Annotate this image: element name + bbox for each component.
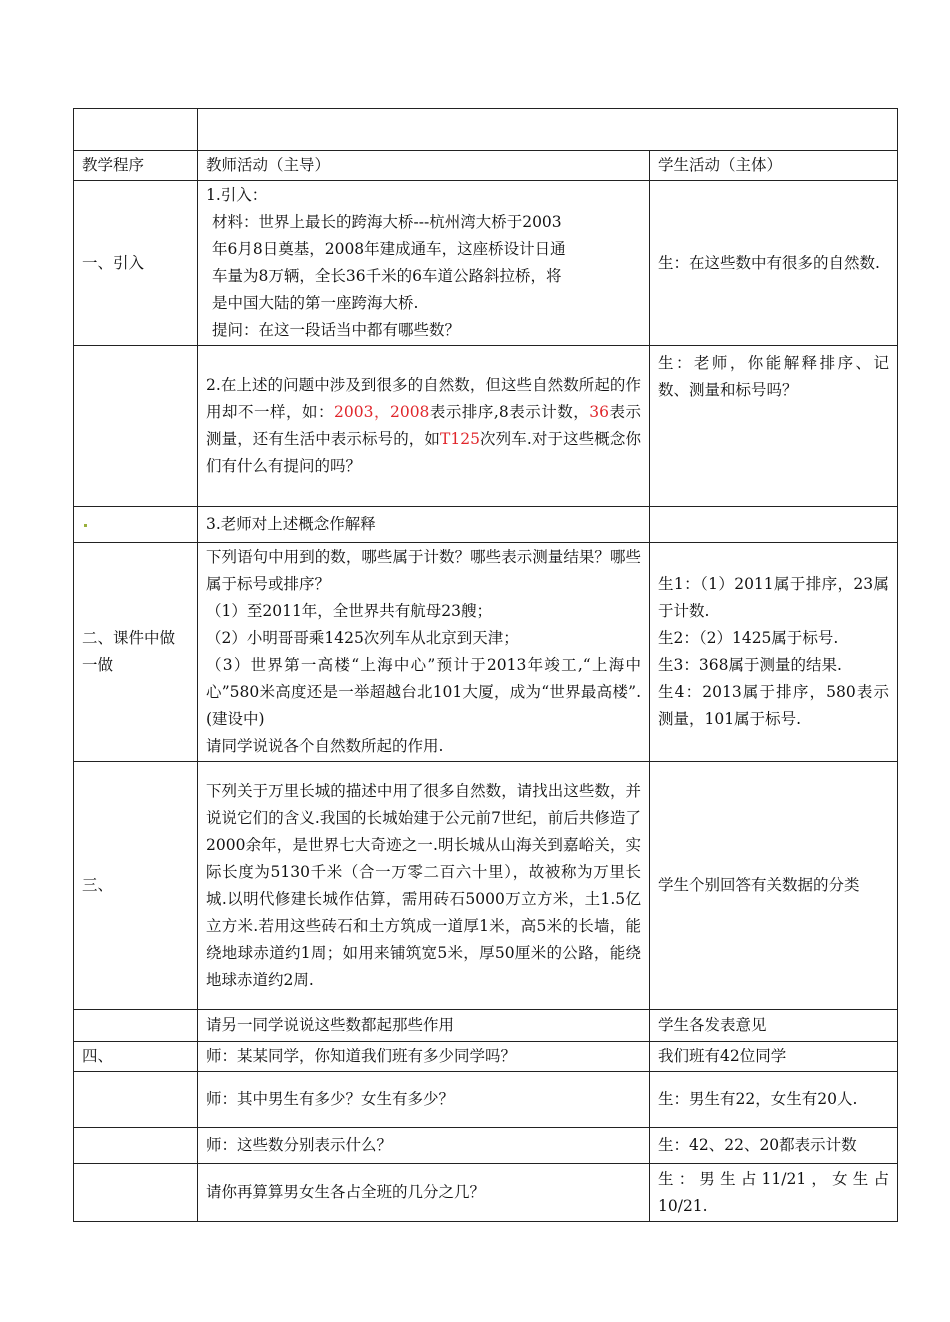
teacher-cell: 3.老师对上述概念作解释 (198, 507, 650, 543)
table-row (74, 181, 898, 346)
table-row (74, 1042, 898, 1072)
teacher-cell: 请另一同学说说这些数都起那些作用 (198, 1010, 650, 1042)
table-row (74, 1010, 898, 1042)
text-segment: 2.在上述的问题中涉及到很多的自然数，但这些自然数所起的作用却不一样，如： (206, 376, 641, 421)
text-line: （2）小明哥哥乘1425次列车从北京到天津； (206, 629, 519, 647)
text-line: 生1：（1）2011属于排序，23属于计数. (658, 575, 889, 620)
stage-cell (74, 1164, 198, 1222)
student-cell: 学生各发表意见 (650, 1010, 898, 1042)
student-cell: 我们班有42位同学 (650, 1042, 898, 1072)
table-row (74, 1072, 898, 1128)
text-line: 生4：2013属于排序，580表示测量，101属于标号. (658, 683, 889, 728)
text-line: 是中国大陆的第一座跨海大桥. (212, 294, 419, 312)
teacher-cell (198, 181, 650, 346)
table-row (74, 346, 898, 507)
table-row (74, 762, 898, 1010)
blank-cell (74, 109, 198, 151)
student-cell: 生：在这些数中有很多的自然数. (650, 181, 898, 346)
stage-cell (74, 507, 198, 543)
stage-cell: 四、 (74, 1042, 198, 1072)
student-cell (650, 507, 898, 543)
text-segment: 表示排序,8表示计数， (429, 403, 590, 421)
stage-cell (74, 1128, 198, 1164)
student-cell (650, 543, 898, 762)
text-line: 材料：世界上最长的跨海大桥---杭州湾大桥于2003 (212, 213, 562, 231)
stage-cell (74, 346, 198, 507)
text-line: 下列语句中用到的数，哪些属于计数？哪些表示测量结果？哪些属于标号或排序？ (206, 548, 641, 593)
header-row (74, 151, 898, 181)
student-cell: 生：老师，你能解释排序、记数、测量和标号吗？ (650, 346, 898, 507)
blank-top-row (74, 109, 898, 151)
text-line: 1.引入： (206, 186, 268, 204)
text-line: 年6月8日奠基，2008年建成通车，这座桥设计日通 (212, 240, 566, 258)
header-student-activity: 学生活动（主体） (650, 151, 898, 181)
table-row (74, 1164, 898, 1222)
stage-cell (74, 1010, 198, 1042)
stage-cell: 三、 (74, 762, 198, 1010)
table-row (74, 507, 898, 543)
header-procedure: 教学程序 (74, 151, 198, 181)
stage-cell (74, 1072, 198, 1128)
student-cell: 生：42、22、20都表示计数 (650, 1128, 898, 1164)
text-line: 生3：368属于测量的结果. (658, 656, 842, 674)
blank-cell-wide (198, 109, 898, 151)
text-line: 提问：在这一段话当中都有哪些数？ (212, 321, 461, 339)
student-cell: 生：男生占11/21，女生占10/21. (650, 1164, 898, 1222)
teacher-cell: 师：其中男生有多少？女生有多少？ (198, 1072, 650, 1128)
highlight-number: 36 (589, 403, 609, 421)
highlight-number: 2003，2008 (334, 403, 430, 421)
text-line: （1）至2011年，全世界共有航母23艘； (206, 602, 493, 620)
header-teacher-activity: 教师活动（主导） (198, 151, 650, 181)
text-line: 请同学说说各个自然数所起的作用. (206, 737, 444, 755)
text-line: （3）世界第一高楼“上海中心”预计于2013年竣工,“上海中心”580米高度还是一举超越台北101大厦，成为“世界最高楼”.(建设中) (206, 656, 641, 728)
table-row (74, 1128, 898, 1164)
teacher-cell (198, 543, 650, 762)
teacher-cell: 下列关于万里长城的描述中用了很多自然数，请找出这些数，并说说它们的含义.我国的长城始建于公元前7世纪，前后共修造了2000余年，是世界七大奇迹之一.明长城从山海关到嘉峪关，实际长度为5130千米（合一万零二百六十里），故被称为万里长城.以明代修建长城作估算，需用砖石5000万立方米，土1.5亿立方米.若用这些砖石和土方筑成一道厚1米，高5米的长墙，能绕地球赤道约1周；如用来铺筑宽5米，厚50厘米的公路，能绕地球赤道约2周. (198, 762, 650, 1010)
stage-cell: 一、引入 (74, 181, 198, 346)
teacher-cell: 请你再算算男女生各占全班的几分之几？ (198, 1164, 650, 1222)
teacher-cell (198, 346, 650, 507)
teacher-cell: 师：某某同学，你知道我们班有多少同学吗？ (198, 1042, 650, 1072)
lesson-plan-table (73, 108, 898, 1222)
stage-cell: 二、课件中做一做 (74, 543, 198, 762)
student-cell: 生：男生有22，女生有20人. (650, 1072, 898, 1128)
text-segment: 次列车.对于这些概念你们有什么有提问的吗？ (206, 430, 641, 475)
text-segment: 表示测量，还有生活中表示标号的，如 (206, 403, 641, 448)
text-line: 车量为8万辆，全长36千米的6车道公路斜拉桥，将 (212, 267, 562, 285)
dot-mark (84, 524, 87, 527)
highlight-number: T125 (440, 430, 480, 448)
teacher-cell: 师：这些数分别表示什么？ (198, 1128, 650, 1164)
table-row (74, 543, 898, 762)
student-cell: 学生个别回答有关数据的分类 (650, 762, 898, 1010)
text-line: 生2：（2）1425属于标号. (658, 629, 839, 647)
